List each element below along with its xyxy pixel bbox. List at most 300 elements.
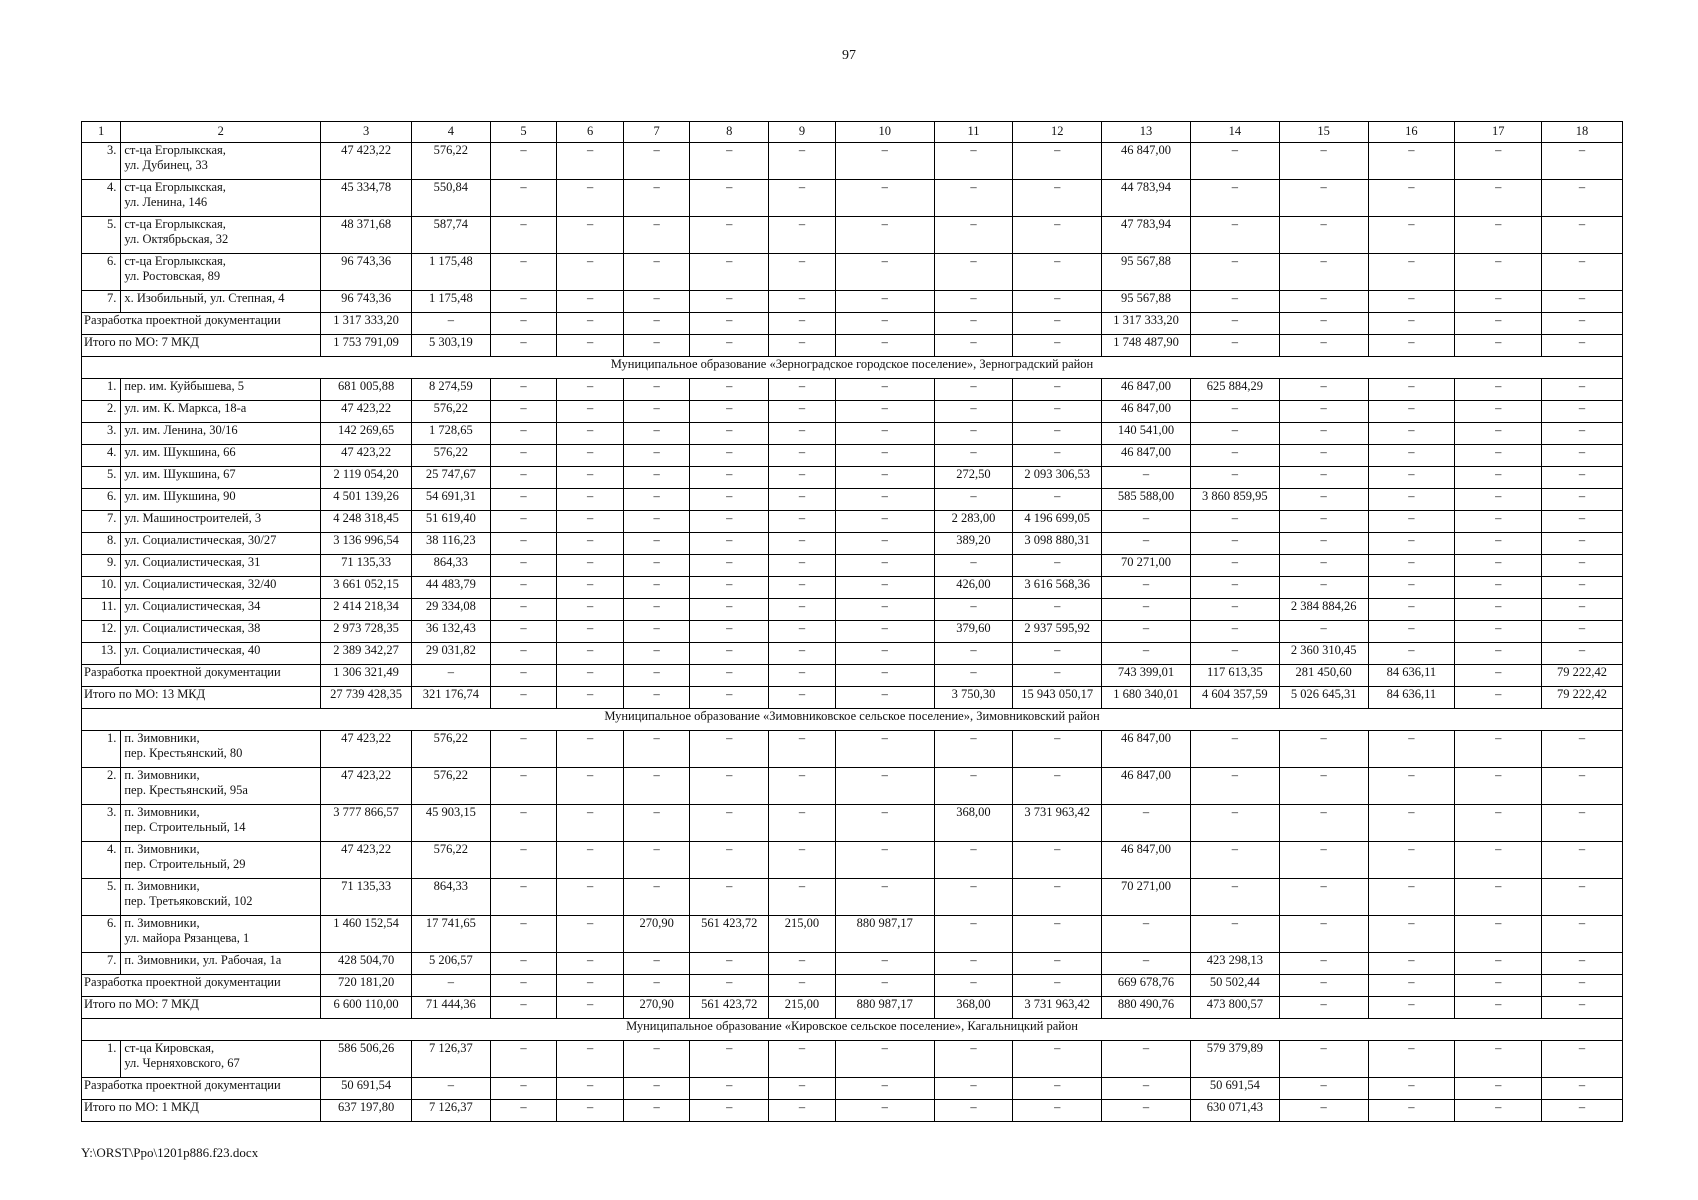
- value-cell: 51 619,40: [411, 511, 490, 533]
- value-cell: –: [557, 423, 624, 445]
- column-number: 5: [490, 122, 557, 143]
- value-cell: 561 423,72: [690, 916, 769, 953]
- value-cell: –: [690, 687, 769, 709]
- value-cell: –: [769, 180, 836, 217]
- value-cell: –: [1013, 768, 1102, 805]
- value-cell: –: [1279, 291, 1368, 313]
- value-cell: –: [1279, 621, 1368, 643]
- value-cell: 46 847,00: [1102, 768, 1191, 805]
- value-cell: –: [623, 445, 690, 467]
- value-cell: –: [835, 768, 934, 805]
- value-cell: 54 691,31: [411, 489, 490, 511]
- column-number: 13: [1102, 122, 1191, 143]
- address-line: п. Зимовники,: [124, 731, 200, 745]
- value-cell: –: [1368, 768, 1455, 805]
- value-cell: –: [835, 975, 934, 997]
- value-cell: –: [557, 291, 624, 313]
- municipality-group-row: [82, 1019, 1623, 1041]
- value-cell: –: [1542, 1078, 1623, 1100]
- value-cell: –: [690, 665, 769, 687]
- value-cell: –: [557, 1041, 624, 1078]
- value-cell: –: [1368, 313, 1455, 335]
- value-cell: 3 616 568,36: [1013, 577, 1102, 599]
- value-cell: –: [690, 313, 769, 335]
- value-cell: –: [623, 1078, 690, 1100]
- value-cell: –: [623, 805, 690, 842]
- value-cell: 743 399,01: [1102, 665, 1191, 687]
- value-cell: –: [769, 217, 836, 254]
- value-cell: 45 903,15: [411, 805, 490, 842]
- value-cell: 579 379,89: [1190, 1041, 1279, 1078]
- row-number: 11.: [82, 599, 121, 621]
- value-cell: –: [557, 489, 624, 511]
- value-cell: 84 636,11: [1368, 665, 1455, 687]
- value-cell: 1 175,48: [411, 254, 490, 291]
- value-cell: –: [690, 599, 769, 621]
- value-cell: –: [1013, 401, 1102, 423]
- address-line: х. Изобильный, ул. Степная, 4: [124, 291, 285, 305]
- page-number: 97: [842, 48, 856, 63]
- value-cell: –: [490, 335, 557, 357]
- value-cell: –: [623, 643, 690, 665]
- value-cell: –: [490, 291, 557, 313]
- value-cell: –: [490, 533, 557, 555]
- value-cell: –: [1279, 401, 1368, 423]
- value-cell: –: [1013, 1041, 1102, 1078]
- table-row: [82, 879, 1623, 916]
- value-cell: –: [1013, 217, 1102, 254]
- value-cell: –: [557, 335, 624, 357]
- value-cell: –: [1190, 577, 1279, 599]
- value-cell: –: [1368, 805, 1455, 842]
- value-cell: 140 541,00: [1102, 423, 1191, 445]
- value-cell: –: [769, 621, 836, 643]
- value-cell: –: [690, 975, 769, 997]
- address-cell: [121, 953, 321, 975]
- value-cell: –: [1455, 254, 1542, 291]
- row-number: 7.: [82, 511, 121, 533]
- value-cell: 625 884,29: [1190, 379, 1279, 401]
- value-cell: –: [690, 217, 769, 254]
- address-line: п. Зимовники,: [124, 842, 200, 856]
- value-cell: –: [1368, 621, 1455, 643]
- value-cell: –: [835, 1100, 934, 1122]
- value-cell: –: [1013, 291, 1102, 313]
- value-cell: 720 181,20: [321, 975, 412, 997]
- value-cell: 36 132,43: [411, 621, 490, 643]
- value-cell: 550,84: [411, 180, 490, 217]
- value-cell: –: [769, 1100, 836, 1122]
- value-cell: –: [934, 916, 1013, 953]
- value-cell: –: [623, 467, 690, 489]
- column-number: 14: [1190, 122, 1279, 143]
- value-cell: –: [1368, 953, 1455, 975]
- value-cell: –: [835, 489, 934, 511]
- value-cell: 2 389 342,27: [321, 643, 412, 665]
- value-cell: –: [1190, 842, 1279, 879]
- value-cell: –: [690, 143, 769, 180]
- value-cell: –: [1190, 180, 1279, 217]
- value-cell: 38 116,23: [411, 533, 490, 555]
- row-number: 9.: [82, 555, 121, 577]
- value-cell: –: [1542, 401, 1623, 423]
- address-cell: [121, 401, 321, 423]
- value-cell: –: [1542, 879, 1623, 916]
- value-cell: 561 423,72: [690, 997, 769, 1019]
- value-cell: –: [490, 805, 557, 842]
- address-cell: [121, 217, 321, 254]
- value-cell: –: [1279, 1100, 1368, 1122]
- value-cell: –: [835, 953, 934, 975]
- address-cell: [121, 879, 321, 916]
- value-cell: 368,00: [934, 997, 1013, 1019]
- column-number: 16: [1368, 122, 1455, 143]
- table-row: [82, 953, 1623, 975]
- value-cell: –: [934, 445, 1013, 467]
- value-cell: 4 501 139,26: [321, 489, 412, 511]
- value-cell: 2 973 728,35: [321, 621, 412, 643]
- value-cell: –: [1368, 489, 1455, 511]
- value-cell: –: [1279, 533, 1368, 555]
- value-cell: –: [1279, 953, 1368, 975]
- value-cell: –: [835, 313, 934, 335]
- value-cell: –: [934, 599, 1013, 621]
- value-cell: 46 847,00: [1102, 143, 1191, 180]
- value-cell: –: [557, 555, 624, 577]
- value-cell: 576,22: [411, 731, 490, 768]
- value-cell: 15 943 050,17: [1013, 687, 1102, 709]
- value-cell: –: [1013, 445, 1102, 467]
- value-cell: 47 423,22: [321, 731, 412, 768]
- value-cell: –: [934, 489, 1013, 511]
- value-cell: –: [1102, 533, 1191, 555]
- table-row: [82, 805, 1623, 842]
- value-cell: –: [835, 842, 934, 879]
- value-cell: –: [490, 489, 557, 511]
- summary-row: [82, 665, 1623, 687]
- value-cell: –: [1542, 805, 1623, 842]
- row-number: 3.: [82, 423, 121, 445]
- value-cell: 1 460 152,54: [321, 916, 412, 953]
- value-cell: –: [1542, 555, 1623, 577]
- value-cell: –: [1190, 254, 1279, 291]
- table-row: [82, 731, 1623, 768]
- value-cell: 576,22: [411, 445, 490, 467]
- value-cell: –: [1190, 555, 1279, 577]
- column-number: 2: [121, 122, 321, 143]
- value-cell: –: [1013, 335, 1102, 357]
- value-cell: 669 678,76: [1102, 975, 1191, 997]
- value-cell: –: [1455, 555, 1542, 577]
- table-row: [82, 511, 1623, 533]
- table-row: [82, 217, 1623, 254]
- value-cell: –: [835, 665, 934, 687]
- value-cell: –: [557, 997, 624, 1019]
- value-cell: –: [623, 533, 690, 555]
- value-cell: –: [1102, 467, 1191, 489]
- value-cell: –: [490, 879, 557, 916]
- summary-label: Разработка проектной документации: [82, 313, 321, 335]
- value-cell: 3 860 859,95: [1190, 489, 1279, 511]
- value-cell: 4 604 357,59: [1190, 687, 1279, 709]
- table-row: [82, 599, 1623, 621]
- value-cell: 4 196 699,05: [1013, 511, 1102, 533]
- address-cell: [121, 599, 321, 621]
- value-cell: –: [623, 401, 690, 423]
- value-cell: –: [835, 401, 934, 423]
- value-cell: –: [1279, 805, 1368, 842]
- value-cell: –: [490, 975, 557, 997]
- value-cell: 880 490,76: [1102, 997, 1191, 1019]
- value-cell: –: [1102, 643, 1191, 665]
- value-cell: –: [769, 379, 836, 401]
- value-cell: –: [1368, 1100, 1455, 1122]
- value-cell: 215,00: [769, 997, 836, 1019]
- value-cell: –: [690, 1078, 769, 1100]
- address-line: п. Зимовники,: [124, 916, 200, 930]
- value-cell: –: [690, 621, 769, 643]
- value-cell: –: [1279, 335, 1368, 357]
- value-cell: 2 384 884,26: [1279, 599, 1368, 621]
- value-cell: –: [1455, 313, 1542, 335]
- value-cell: –: [934, 313, 1013, 335]
- value-cell: 7 126,37: [411, 1041, 490, 1078]
- value-cell: –: [1190, 467, 1279, 489]
- value-cell: –: [1542, 143, 1623, 180]
- value-cell: –: [490, 916, 557, 953]
- value-cell: 44 783,94: [1102, 180, 1191, 217]
- value-cell: –: [835, 643, 934, 665]
- value-cell: –: [1368, 599, 1455, 621]
- value-cell: 368,00: [934, 805, 1013, 842]
- value-cell: –: [490, 1100, 557, 1122]
- value-cell: –: [1102, 1100, 1191, 1122]
- value-cell: –: [1102, 916, 1191, 953]
- row-number: 1.: [82, 1041, 121, 1078]
- value-cell: 29 031,82: [411, 643, 490, 665]
- value-cell: –: [835, 555, 934, 577]
- value-cell: –: [1368, 401, 1455, 423]
- value-cell: –: [1542, 577, 1623, 599]
- address-cell: [121, 291, 321, 313]
- value-cell: 71 135,33: [321, 879, 412, 916]
- value-cell: –: [1279, 254, 1368, 291]
- value-cell: –: [1279, 555, 1368, 577]
- value-cell: –: [1279, 511, 1368, 533]
- value-cell: –: [490, 217, 557, 254]
- value-cell: 50 691,54: [1190, 1078, 1279, 1100]
- value-cell: –: [690, 953, 769, 975]
- value-cell: –: [690, 731, 769, 768]
- value-cell: 96 743,36: [321, 254, 412, 291]
- value-cell: –: [490, 665, 557, 687]
- value-cell: –: [690, 511, 769, 533]
- value-cell: –: [1368, 643, 1455, 665]
- value-cell: 46 847,00: [1102, 842, 1191, 879]
- value-cell: 576,22: [411, 401, 490, 423]
- value-cell: –: [1368, 379, 1455, 401]
- value-cell: 5 303,19: [411, 335, 490, 357]
- value-cell: –: [557, 467, 624, 489]
- value-cell: –: [490, 467, 557, 489]
- value-cell: 44 483,79: [411, 577, 490, 599]
- address-cell: [121, 555, 321, 577]
- value-cell: –: [623, 768, 690, 805]
- address-line: ул. Октябрьская, 32: [124, 232, 229, 246]
- table-row: [82, 916, 1623, 953]
- address-cell: [121, 768, 321, 805]
- value-cell: 586 506,26: [321, 1041, 412, 1078]
- value-cell: –: [623, 313, 690, 335]
- table-row: [82, 401, 1623, 423]
- value-cell: –: [1368, 180, 1455, 217]
- value-cell: –: [690, 879, 769, 916]
- value-cell: –: [1013, 1100, 1102, 1122]
- value-cell: –: [769, 687, 836, 709]
- value-cell: –: [411, 665, 490, 687]
- value-cell: 79 222,42: [1542, 687, 1623, 709]
- value-cell: 281 450,60: [1279, 665, 1368, 687]
- summary-row: [82, 687, 1623, 709]
- table-row: [82, 254, 1623, 291]
- value-cell: –: [1279, 423, 1368, 445]
- value-cell: –: [769, 731, 836, 768]
- value-cell: 50 691,54: [321, 1078, 412, 1100]
- value-cell: –: [490, 577, 557, 599]
- summary-label: Итого по МО: 13 МКД: [82, 687, 321, 709]
- value-cell: –: [769, 805, 836, 842]
- address-line: ст-ца Кировская,: [124, 1041, 215, 1055]
- value-cell: 46 847,00: [1102, 445, 1191, 467]
- summary-label: Итого по МО: 7 МКД: [82, 997, 321, 1019]
- municipality-title: Муниципальное образование «Кировское сельское поселение», Кагальницкий район: [82, 1019, 1623, 1041]
- value-cell: –: [934, 643, 1013, 665]
- value-cell: –: [835, 533, 934, 555]
- value-cell: –: [623, 842, 690, 879]
- value-cell: –: [1455, 916, 1542, 953]
- value-cell: –: [1455, 731, 1542, 768]
- address-line: ул. им. Шукшина, 90: [124, 489, 236, 503]
- address-line: п. Зимовники,: [124, 805, 200, 819]
- value-cell: 5 026 645,31: [1279, 687, 1368, 709]
- address-line: п. Зимовники,: [124, 768, 200, 782]
- column-number: 8: [690, 122, 769, 143]
- value-cell: 47 423,22: [321, 768, 412, 805]
- value-cell: –: [1455, 842, 1542, 879]
- value-cell: 3 098 880,31: [1013, 533, 1102, 555]
- value-cell: –: [1455, 335, 1542, 357]
- value-cell: –: [690, 335, 769, 357]
- value-cell: –: [490, 599, 557, 621]
- value-cell: –: [1102, 599, 1191, 621]
- value-cell: 96 743,36: [321, 291, 412, 313]
- value-cell: –: [490, 1041, 557, 1078]
- value-cell: –: [1013, 879, 1102, 916]
- value-cell: –: [769, 291, 836, 313]
- value-cell: –: [557, 916, 624, 953]
- value-cell: 576,22: [411, 842, 490, 879]
- table-row: [82, 1041, 1623, 1078]
- value-cell: 25 747,67: [411, 467, 490, 489]
- value-cell: –: [1279, 975, 1368, 997]
- value-cell: –: [490, 997, 557, 1019]
- row-number: 2.: [82, 768, 121, 805]
- value-cell: –: [1368, 335, 1455, 357]
- value-cell: –: [1368, 1041, 1455, 1078]
- table-row: [82, 379, 1623, 401]
- value-cell: –: [1455, 533, 1542, 555]
- value-cell: –: [1455, 599, 1542, 621]
- value-cell: 50 502,44: [1190, 975, 1279, 997]
- value-cell: 272,50: [934, 467, 1013, 489]
- value-cell: –: [1190, 335, 1279, 357]
- value-cell: 426,00: [934, 577, 1013, 599]
- value-cell: –: [769, 254, 836, 291]
- value-cell: –: [1542, 975, 1623, 997]
- value-cell: –: [769, 577, 836, 599]
- address-line: ул. им. Ленина, 30/16: [124, 423, 238, 437]
- column-number: 6: [557, 122, 624, 143]
- summary-row: [82, 975, 1623, 997]
- value-cell: –: [1013, 599, 1102, 621]
- value-cell: –: [690, 577, 769, 599]
- value-cell: –: [1368, 217, 1455, 254]
- value-cell: –: [1279, 489, 1368, 511]
- row-number: 6.: [82, 489, 121, 511]
- value-cell: –: [1279, 731, 1368, 768]
- value-cell: 70 271,00: [1102, 555, 1191, 577]
- value-cell: –: [1455, 143, 1542, 180]
- value-cell: –: [835, 1078, 934, 1100]
- value-cell: –: [1455, 953, 1542, 975]
- value-cell: –: [1368, 916, 1455, 953]
- row-number: 6.: [82, 254, 121, 291]
- value-cell: –: [934, 180, 1013, 217]
- column-number: 18: [1542, 122, 1623, 143]
- value-cell: –: [1368, 467, 1455, 489]
- value-cell: –: [1279, 842, 1368, 879]
- file-path-footer: Y:\ORST\Ppo\1201p886.f23.docx: [81, 1145, 259, 1160]
- value-cell: –: [623, 511, 690, 533]
- table-row: [82, 621, 1623, 643]
- value-cell: –: [690, 254, 769, 291]
- value-cell: 1 728,65: [411, 423, 490, 445]
- funding-table: [81, 121, 1623, 1122]
- value-cell: –: [1190, 291, 1279, 313]
- value-cell: 1 306 321,49: [321, 665, 412, 687]
- value-cell: –: [1279, 916, 1368, 953]
- value-cell: 637 197,80: [321, 1100, 412, 1122]
- value-cell: 270,90: [623, 916, 690, 953]
- value-cell: –: [1368, 731, 1455, 768]
- value-cell: –: [934, 842, 1013, 879]
- value-cell: –: [1455, 665, 1542, 687]
- value-cell: –: [1455, 805, 1542, 842]
- address-cell: [121, 916, 321, 953]
- value-cell: –: [835, 254, 934, 291]
- row-number: 2.: [82, 401, 121, 423]
- value-cell: –: [835, 143, 934, 180]
- value-cell: 48 371,68: [321, 217, 412, 254]
- value-cell: –: [1190, 217, 1279, 254]
- row-number: 7.: [82, 953, 121, 975]
- value-cell: 79 222,42: [1542, 665, 1623, 687]
- value-cell: –: [1190, 401, 1279, 423]
- address-line: ул. Социалистическая, 38: [124, 621, 261, 635]
- value-cell: –: [1455, 1100, 1542, 1122]
- address-line: ул. Ростовская, 89: [124, 269, 221, 283]
- value-cell: 215,00: [769, 916, 836, 953]
